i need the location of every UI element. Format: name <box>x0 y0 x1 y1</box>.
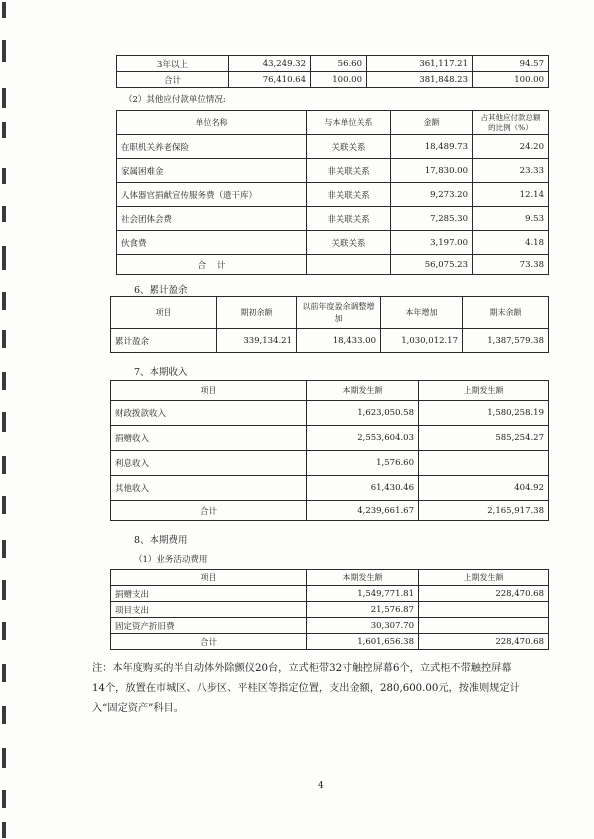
column-header: 期初余额 <box>217 297 297 329</box>
cell: 100.00 <box>311 72 367 88</box>
table-row <box>111 401 549 426</box>
cell: 381,848.23 <box>367 72 473 88</box>
cell: 228,470.68 <box>419 634 549 650</box>
cell: 累计盈余 <box>111 329 217 353</box>
cell: 关联关系 <box>307 135 391 159</box>
table-row <box>117 72 549 88</box>
section-title: （2）其他应付款单位情况: <box>124 95 226 105</box>
cell: 4.18 <box>473 231 549 255</box>
cell: 社会团体会费 <box>117 207 307 231</box>
cell: 其他收入 <box>111 476 307 501</box>
column-header: 占其他应付款总额的比例（%） <box>473 111 549 135</box>
table-row <box>111 602 549 618</box>
cell: 12.14 <box>473 183 549 207</box>
section-title: 7、本期收入 <box>134 367 188 378</box>
table-row <box>117 207 549 231</box>
cell: 76,410.64 <box>229 72 311 88</box>
total-label: 合 计 <box>117 255 307 275</box>
total-label: 合计 <box>111 501 307 521</box>
cell: 100.00 <box>473 72 549 88</box>
cell: 项目支出 <box>111 602 307 618</box>
cell: 捐赠支出 <box>111 586 307 602</box>
cell: 94.57 <box>473 56 549 72</box>
cell: 1,387,579.38 <box>463 329 549 353</box>
column-header: 本期发生额 <box>307 570 419 586</box>
cell: 585,254.27 <box>419 426 549 451</box>
section-title: 8、本期费用 <box>134 535 188 546</box>
cell: 43,249.32 <box>229 56 311 72</box>
table-row <box>117 183 549 207</box>
cell: 7,285.30 <box>391 207 473 231</box>
row-label: 合计 <box>117 72 229 88</box>
cell: 61,430.46 <box>307 476 419 501</box>
cell: 3,197.00 <box>391 231 473 255</box>
cell: 228,470.68 <box>419 586 549 602</box>
cell: 1,601,656.38 <box>307 634 419 650</box>
total-label: 合计 <box>111 634 307 650</box>
surplus-table <box>110 296 549 353</box>
column-header: 上期发生额 <box>419 381 549 401</box>
column-header: 本期发生额 <box>307 381 419 401</box>
cell <box>419 451 549 476</box>
column-header: 项目 <box>111 570 307 586</box>
table-row <box>111 426 549 451</box>
cell: 非关联关系 <box>307 207 391 231</box>
cell: 30,307.70 <box>307 618 419 634</box>
cell: 361,117.21 <box>367 56 473 72</box>
table-row <box>111 618 549 634</box>
cell: 73.38 <box>473 255 549 275</box>
row-label: 3年以上 <box>117 56 229 72</box>
table-row <box>111 476 549 501</box>
cell: 1,576.60 <box>307 451 419 476</box>
cell: 21,576.87 <box>307 602 419 618</box>
cell <box>419 618 549 634</box>
cell: 家属困难金 <box>117 159 307 183</box>
cell: 捐赠收入 <box>111 426 307 451</box>
column-header: 期末余额 <box>463 297 549 329</box>
column-header: 单位名称 <box>117 111 307 135</box>
other-payables-table <box>116 110 549 275</box>
cell: 利息收入 <box>111 451 307 476</box>
table-total-row <box>117 255 549 275</box>
cell: 1,623,050.58 <box>307 401 419 426</box>
section-title: 6、累计盈余 <box>134 285 188 296</box>
cell: 2,165,917.38 <box>419 501 549 521</box>
cell: 1,030,012.17 <box>381 329 463 353</box>
column-header: 以前年度盈余调整增加 <box>297 297 381 329</box>
cell: 伙食费 <box>117 231 307 255</box>
table-header-row <box>111 381 549 401</box>
table-header-row <box>117 111 549 135</box>
cell: 17,830.00 <box>391 159 473 183</box>
table-header-row <box>111 297 549 329</box>
cell: 2,553,604.03 <box>307 426 419 451</box>
cell: 人体器官捐献宣传服务费（遗干库） <box>117 183 307 207</box>
cell: 在职机关养老保险 <box>117 135 307 159</box>
table-row <box>117 159 549 183</box>
column-header: 本年增加 <box>381 297 463 329</box>
cell: 339,134.21 <box>217 329 297 353</box>
cell: 财政拨款收入 <box>111 401 307 426</box>
cell: 1,580,258.19 <box>419 401 549 426</box>
page-number: 4 <box>318 781 324 791</box>
column-header: 上期发生额 <box>419 570 549 586</box>
column-header: 与本单位关系 <box>307 111 391 135</box>
cell: 23.33 <box>473 159 549 183</box>
cell: 9,273.20 <box>391 183 473 207</box>
expense-table <box>110 569 549 650</box>
cell: 18,489.73 <box>391 135 473 159</box>
table-total-row <box>111 501 549 521</box>
table-row <box>117 231 549 255</box>
income-table <box>110 380 549 521</box>
table-row <box>111 329 549 353</box>
cell: 非关联关系 <box>307 183 391 207</box>
cell: 4,239,661.67 <box>307 501 419 521</box>
column-header: 金额 <box>391 111 473 135</box>
aging-table <box>116 55 549 88</box>
table-total-row <box>111 634 549 650</box>
cell: 非关联关系 <box>307 159 391 183</box>
cell: 404.92 <box>419 476 549 501</box>
cell: 18,433.00 <box>297 329 381 353</box>
footnote: 注：本年度购买的半自动体外除颤仪20台，立式柜带32寸触控屏幕6个，立式柜不带触控屏幕14个，放置在市城区、八步区、平桂区等指定位置，支出金额，280,600.00元，按准则规定计入“固定资产”科目。 <box>92 663 520 714</box>
table-header-row <box>111 570 549 586</box>
table-row <box>111 451 549 476</box>
cell: 关联关系 <box>307 231 391 255</box>
cell: 1,549,771.81 <box>307 586 419 602</box>
cell <box>419 602 549 618</box>
cell: 56.60 <box>311 56 367 72</box>
column-header: 项目 <box>111 381 307 401</box>
column-header: 项目 <box>111 297 217 329</box>
section-subtitle: （1）业务活动费用 <box>134 555 208 565</box>
table-row <box>111 586 549 602</box>
cell: 24.20 <box>473 135 549 159</box>
cell: 固定资产折旧费 <box>111 618 307 634</box>
table-row <box>117 56 549 72</box>
cell: 56,075.23 <box>391 255 473 275</box>
cell: 9.53 <box>473 207 549 231</box>
table-row <box>117 135 549 159</box>
cell <box>307 255 391 275</box>
